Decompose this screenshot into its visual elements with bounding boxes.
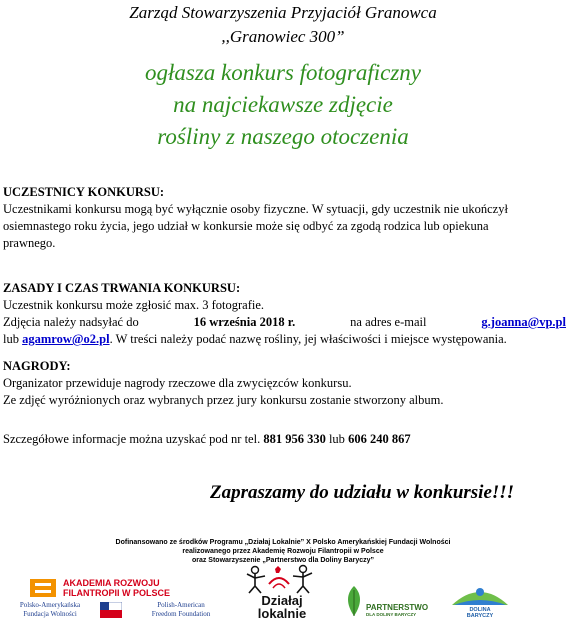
partnerstwo-logo [342,584,434,620]
rules-title: ZASADY I CZAS TRWANIA KONKURSU: [3,281,241,295]
arf-logo [30,578,240,598]
prizes-line-2: Ze zdjęć wyróżnionych oraz wybranych przez jury konkursu zostanie stworzony album. [3,393,444,407]
phone-2: 606 240 867 [348,432,411,446]
announce-line-3: rośliny z naszego otoczenia [157,124,409,149]
arf-logo-line-2: FILANTROPII W POLSCE [63,588,170,598]
arf-logo-line-1: AKADEMIA ROZWOJU [63,578,160,588]
announce-line-1: ogłasza konkurs fotograficzny [145,60,421,85]
pafw-logo-pl-1: Polsko-Amerykańska [19,601,81,609]
baryczy-label: BARYCZY [466,613,494,619]
participants-line-1: Uczestnikami konkursu mogą być wyłącznie osoby fizyczne. W sytuacji, gdy uczestnik nie ukończył [3,202,508,216]
email-link-1[interactable]: g.joanna@vp.pl [481,315,566,329]
rules-line-3a: lub [3,332,19,346]
contact-line [3,431,411,448]
invitation: Zapraszamy do udziału w konkursie!!! [210,482,515,503]
rules-line-2b: na adres e-mail [350,315,427,329]
dzialaj-lokalnie-logo [243,564,323,622]
prizes-title: NAGRODY: [3,359,71,373]
dolina-baryczy-logo [448,583,516,621]
partnerstwo-label: PARTNERSTWO [366,603,429,612]
dolina-label: DOLINA [469,607,491,613]
prizes-section [3,358,443,409]
funding-line-1: Dofinansowano ze środków Programu „Działaj Lokalnie” X Polsko Amerykańskiej Fundacji Wolności [115,539,451,546]
dzialaj-label: Działaj [261,593,303,608]
contact-text: Szczegółowe informacje można uzyskać pod nr tel. [3,432,261,446]
rules-section [3,280,566,348]
flag-icon [100,602,122,618]
partnerstwo-sublabel: DLA DOLINY BARYCZY [366,612,417,617]
rules-line-3b: . W treści należy podać nazwę rośliny, jej właściwości i miejsce występowania. [109,332,507,346]
contact-or: lub [328,432,345,446]
rules-line-3 [3,331,566,348]
rules-line-2 [3,314,566,331]
tree-icon [342,584,366,618]
phone-1: 881 956 330 [263,432,326,446]
funding-line-3: oraz Stowarzyszenie „Partnerstwo dla Doliny Baryczy” [191,557,375,564]
lokalnie-label: lokalnie [257,606,307,621]
participants-title: UCZESTNICY KONKURSU: [3,185,165,199]
prizes-line-1: Organizator przewiduje nagrody rzeczowe dla zwycięzców konkursu. [3,376,352,390]
organizer-line: Zarząd Stowarzyszenia Przyjaciół Granowca [129,3,437,22]
participants-line-3: prawnego. [3,236,56,250]
deadline: 16 września 2018 r. [193,315,296,329]
rules-line-2a: Zdjęcia należy nadsyłać do [3,315,139,329]
participants-line-2: osiemnastego roku życia, jego udział w konkursie może się odbyć za zgodą rodzica lub opiekuna [3,219,489,233]
organizer-name: ,,Granowiec 300” [221,27,345,46]
funding-line-2: realizowanego przez Akademię Rozwoju Filantropii w Polsce [182,548,384,555]
pafw-logo-en-2: Freedom Foundation [151,610,211,618]
pafw-logo-en-1: Polish-American [157,601,205,609]
pafw-logo [4,601,239,621]
arf-logo-icon [30,579,56,597]
announce-line-2: na najciekawsze zdjęcie [173,92,393,117]
participants-section [3,184,566,252]
landscape-icon [450,583,510,607]
pafw-logo-pl-2: Fundacja Wolności [23,610,77,618]
rules-line-1: Uczestnik konkursu może zgłosić max. 3 fotografie. [3,298,265,312]
email-link-2[interactable]: agamrow@o2.pl [22,332,110,346]
people-icon [245,564,319,594]
